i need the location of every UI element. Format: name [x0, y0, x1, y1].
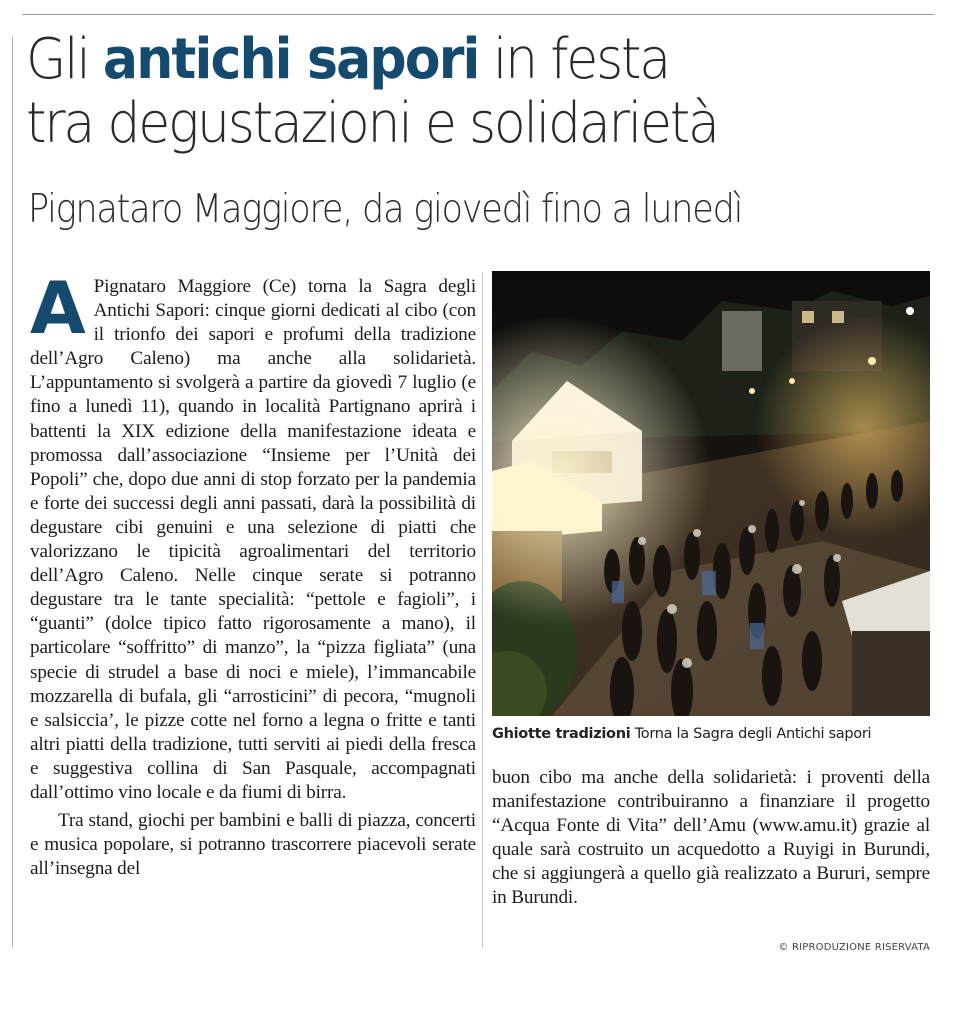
article-paragraph-2: Tra stand, giochi per bambini e balli di piazza, concerti e musica popolare, si potranno trascorrere piacevoli serate all’insegna del: [30, 810, 476, 880]
drop-cap: A: [30, 266, 86, 350]
article-column-left: [30, 266, 476, 881]
article-column-right: [492, 766, 930, 911]
headline-start: Gli: [26, 27, 103, 92]
headline: [26, 28, 872, 156]
article-paragraph-3: buon cibo ma anche della solidarietà: i proventi della manifestazione contribuiranno a finanziare il progetto “Acqua Fonte di Vita” dell’Amu (www.amu.it) grazie al quale sarà costruito un acquedotto a Ruyigi in Burundi, che si aggiungerà a quello già realizzato a Bururi, sempre in Burundi.: [492, 767, 930, 909]
headline-line-1: [26, 28, 872, 92]
photo-caption: [492, 724, 932, 744]
article-paragraph-1: [30, 266, 476, 805]
headline-highlight: antichi sapori: [102, 27, 479, 92]
subheadline: Pignataro Maggiore, da giovedì fino a lunedì: [28, 187, 743, 232]
headline-end: in festa: [478, 27, 669, 92]
headline-line-2: tra degustazioni e solidarietà: [26, 91, 718, 156]
festival-photo: [492, 271, 930, 716]
caption-text: Torna la Sagra degli Antichi sapori: [630, 726, 872, 742]
top-rule: [22, 14, 934, 15]
column-divider: [482, 272, 483, 948]
left-rule: [12, 36, 13, 948]
copyright-notice: © RIPRODUZIONE RISERVATA: [778, 942, 930, 953]
article-paragraph-1-text: Pignataro Maggiore (Ce) torna la Sagra degli Antichi Sapori: cinque giorni dedicati al cibo (con il trionfo dei sapori e profumi della tradizione dell’Agro Caleno) ma anche alla solidarietà. L’appuntamento si svolgerà a partire da giovedì 7 luglio (e fino a lunedì 11), quando in località Partignano aprirà i battenti la XIX edizione della manifestazione ideata e promossa dall’associazione “Insieme per l’Unità dei Popoli” che, dopo due anni di stop forzato per la pandemia e forte dei successi degli anni passati, darà la possibilità di degustare cibi genuini e una selezione di piatti che valorizzano le tipicità agroalimentari del territorio dell’Agro Caleno. Nelle cinque serate si potranno degustare tra le tante specialità: “pettole e fagioli”, i “guanti” (dolce tipico fatto rigorosamente a mano), il particolare “soffritto” di manzo”, la “pizza figliata” (una specie di strudel a base di noci e miele), l’immancabile mozzarella di bufala, gli “arrosticini” di pecora, “mugnoli e salsiccia’, le pizze cotte nel forno a legna o fritte e tanti altri piatti della tradizione, tutti serviti ai piedi della fresca e suggestiva collina di San Pasquale, accompagnati dall’ottimo vino locale e da fiumi di birra.: [30, 276, 476, 803]
caption-title: Ghiotte tradizioni: [492, 726, 631, 742]
